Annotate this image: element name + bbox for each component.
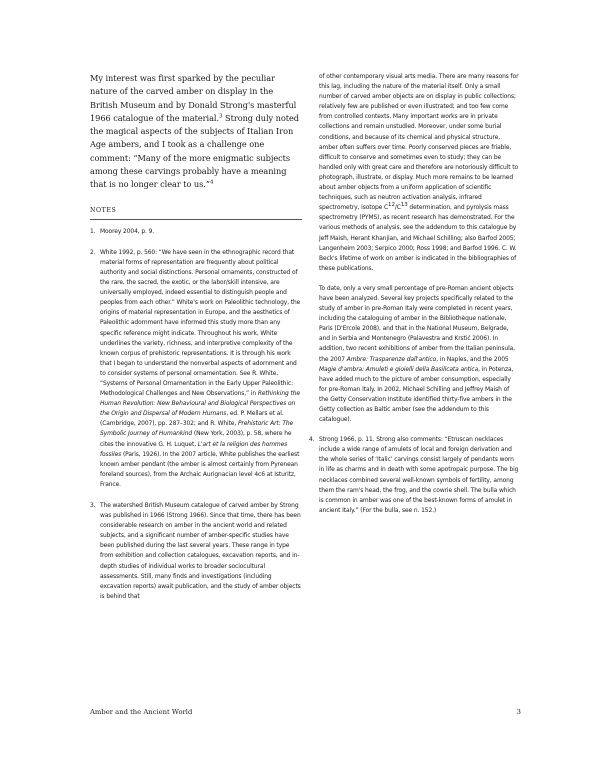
- exhibition-title: Ambre: Trasparenze dall'antico: [346, 355, 437, 363]
- note-text: Moorey 2004, p. 9.: [100, 227, 155, 235]
- note-text: The watershed British Museum catalogue of carved amber by Strong was published in 1966 (Strong 1966). Since that time, there has been considerable research on amber in the ancient world and related subjects, and a significant number of amber-specific studies have been published during the last several years. These range in type from exhibition and collection catalogues, excavation reports, and in-depth studies of individual works to broader sociocultural assessments. Still, many finds and investigations (including excavation reports) await publication, and the study of amber objects is behind that: [100, 502, 301, 600]
- note-text: White 1992, p. 560: “We have seen in the ethnographic record that material forms of representation are frequently about political authority and social distinctions. Personal ornaments, constructed of the rare, the sacred, the exotic, or the labor/skill intensive, are universally employed, indeed essential to distinguish people and peoples from each other.” White's work on Paleolithic technology, the origins of material representation in Europe, and the aesthetics of Paleolithic adornment have informed this study more than any specific reference might indicate. Throughout his work, White underlines the variety, richness, and interpretive complexity of the known corpus of prehistoric representations. It is through his work that I began to understand the nonverbal aspects of adornment and to consider systems of personal ornamentation. See R. White, “Systems of Personal Ornamentation in the Early Upper Paleolithic: Methodological Challenges and New Observations,” in Rethinking the Human Revolution: New Behavioural and Biological Perspectives on the Origin and Dispersal of Modern Humans, ed. P. Mellars et al. (Cambridge, 2007), pp. 287–302; and R. White, Prehistoric Art: The Symbolic Journey of Humankind (New York, 2003), p. 58, where he cites the innovative G. H. Luquet, L'art et la religion des hommes fossiles (Paris, 1926). In the 2007 article, White publishes the earliest known amber pendant (the amber is almost certainly from Pyrenean foreland sources), from the Archaic Aurignacian level 4c6 at Isturitz, France.: [100, 248, 301, 488]
- intro-text: My interest was first sparked by the peculiar nature of the carved amber on display in the British Museum and by Donald Strong's masterful 1966 catalogue of the material.: [90, 73, 297, 123]
- footnote-ref-3[interactable]: 3: [219, 113, 223, 120]
- note-text: Strong 1966, p. 11. Strong also comments: “Etruscan necklaces include a wide range of amulets of local and foreign derivation and the whole series of ‘Italic’ carvings consist largely of pendants worn in life as charms and in death with some apotropaic purpose. The big necklaces combined several well-known symbols of fertility, among them the ram's head, the frog, and the cowrie shell. The bulla which is common in amber was one of the best-known forms of amulet in ancient Italy.” (For the bulla, see n. 152.): [319, 436, 519, 514]
- note-number: 3.: [90, 502, 96, 510]
- note-3: [90, 501, 302, 602]
- note-number: 4.: [309, 436, 315, 444]
- book-title: Prehistoric Art: The Symbolic Journey of Humankind: [100, 420, 294, 438]
- running-footer-title: Amber and the Ancient World: [90, 708, 193, 716]
- right-column: [309, 72, 519, 516]
- note-3-paragraph: To date, only a very small percentage of pre-Roman ancient objects have been analyzed. Several key projects specifically related to the study of amber in pre-Roman Italy were completed in recent years, including the cataloguing of amber in the Bibliothèque nationale, Paris (D'Ercole 2008), and that in the National Museum, Belgrade, and in Serbia and Montenegro (Palavestra and Krstić 2006). In addition, two recent exhibitions of amber from the Italian peninsula, the 2007 Ambre: Trasparenze dall'antico, in Naples, and the 2005 Magie d'ambra: Amuleti e gioielli della Basilicata antica, in Potenza, have added much to the picture of amber consumption, especially for pre-Roman Italy. In 2002, Michael Schilling and Jeffrey Maish of the Getty Conservation Institute identified thirty-five ambers in the Getty collection as Baltic amber (see the addendum to this catalogue).: [319, 284, 515, 424]
- page-number: 3: [516, 708, 521, 716]
- note-3-continued: of other contemporary visual arts media. There are many reasons for this lag, including the nature of the material itself. Only a small number of carved amber objects are on display in public collections; relatively few are published or even illustrated; and too few come from controlled contexts. Many important works are in private collections and remain unstudied. Moreover, under some burial conditions, and because of its chemical and physical structure, amber often suffers over time. Poorly conserved pieces are friable, difficult to conserve and sometimes even to study; they can be handled only with great care and therefore are notoriously difficult to photograph, illustrate, or display. Much more remains to be learned about amber objects from a uniform application of scientific techniques, such as neutron activation analysis, infrared spectrometry, isotope $C^{12}/C^{13}$ determination, and pyrolysis mass spectrometry (PYMS), as recent research has demonstrated. For the various methods of analysis, see the addendum to this catalogue by Jeff Maish, Herant Khanjian, and Michael Schilling; also Barfod 2005; Langenheim 2003; Serpico 2000; Ross 1998; and Barfod 1996. C. W. Beck's lifetime of work on amber is indicated in the bibliographies of these publications.: [319, 73, 519, 272]
- note-number: 2.: [90, 248, 96, 256]
- book-title: L'art et la religion des hommes fossiles: [100, 440, 288, 458]
- book-title: Rethinking the Human Revolution: New Behavioural and Biological Perspectives on the Origin and Dispersal of Modern Humans: [100, 390, 300, 418]
- exhibition-title: Magie d'ambra: Amuleti e gioielli della Basilicata antica: [319, 365, 479, 373]
- notes-heading: NOTES: [90, 207, 302, 220]
- left-column: [90, 72, 302, 602]
- intro-paragraph: [90, 72, 302, 192]
- note-1: [90, 227, 302, 237]
- intro-text-2: Strong duly noted the magical aspects of the subjects of Italian Iron Age ambers, and I took as a challenge one comment: “Many of the more enigmatic subjects among these carvings probably have a meaning that is no longer clear to us.”: [90, 112, 299, 190]
- note-2: [90, 248, 302, 490]
- footnote-ref-4[interactable]: 4: [209, 179, 214, 186]
- note-4: [309, 435, 519, 516]
- note-number: 1.: [90, 227, 96, 235]
